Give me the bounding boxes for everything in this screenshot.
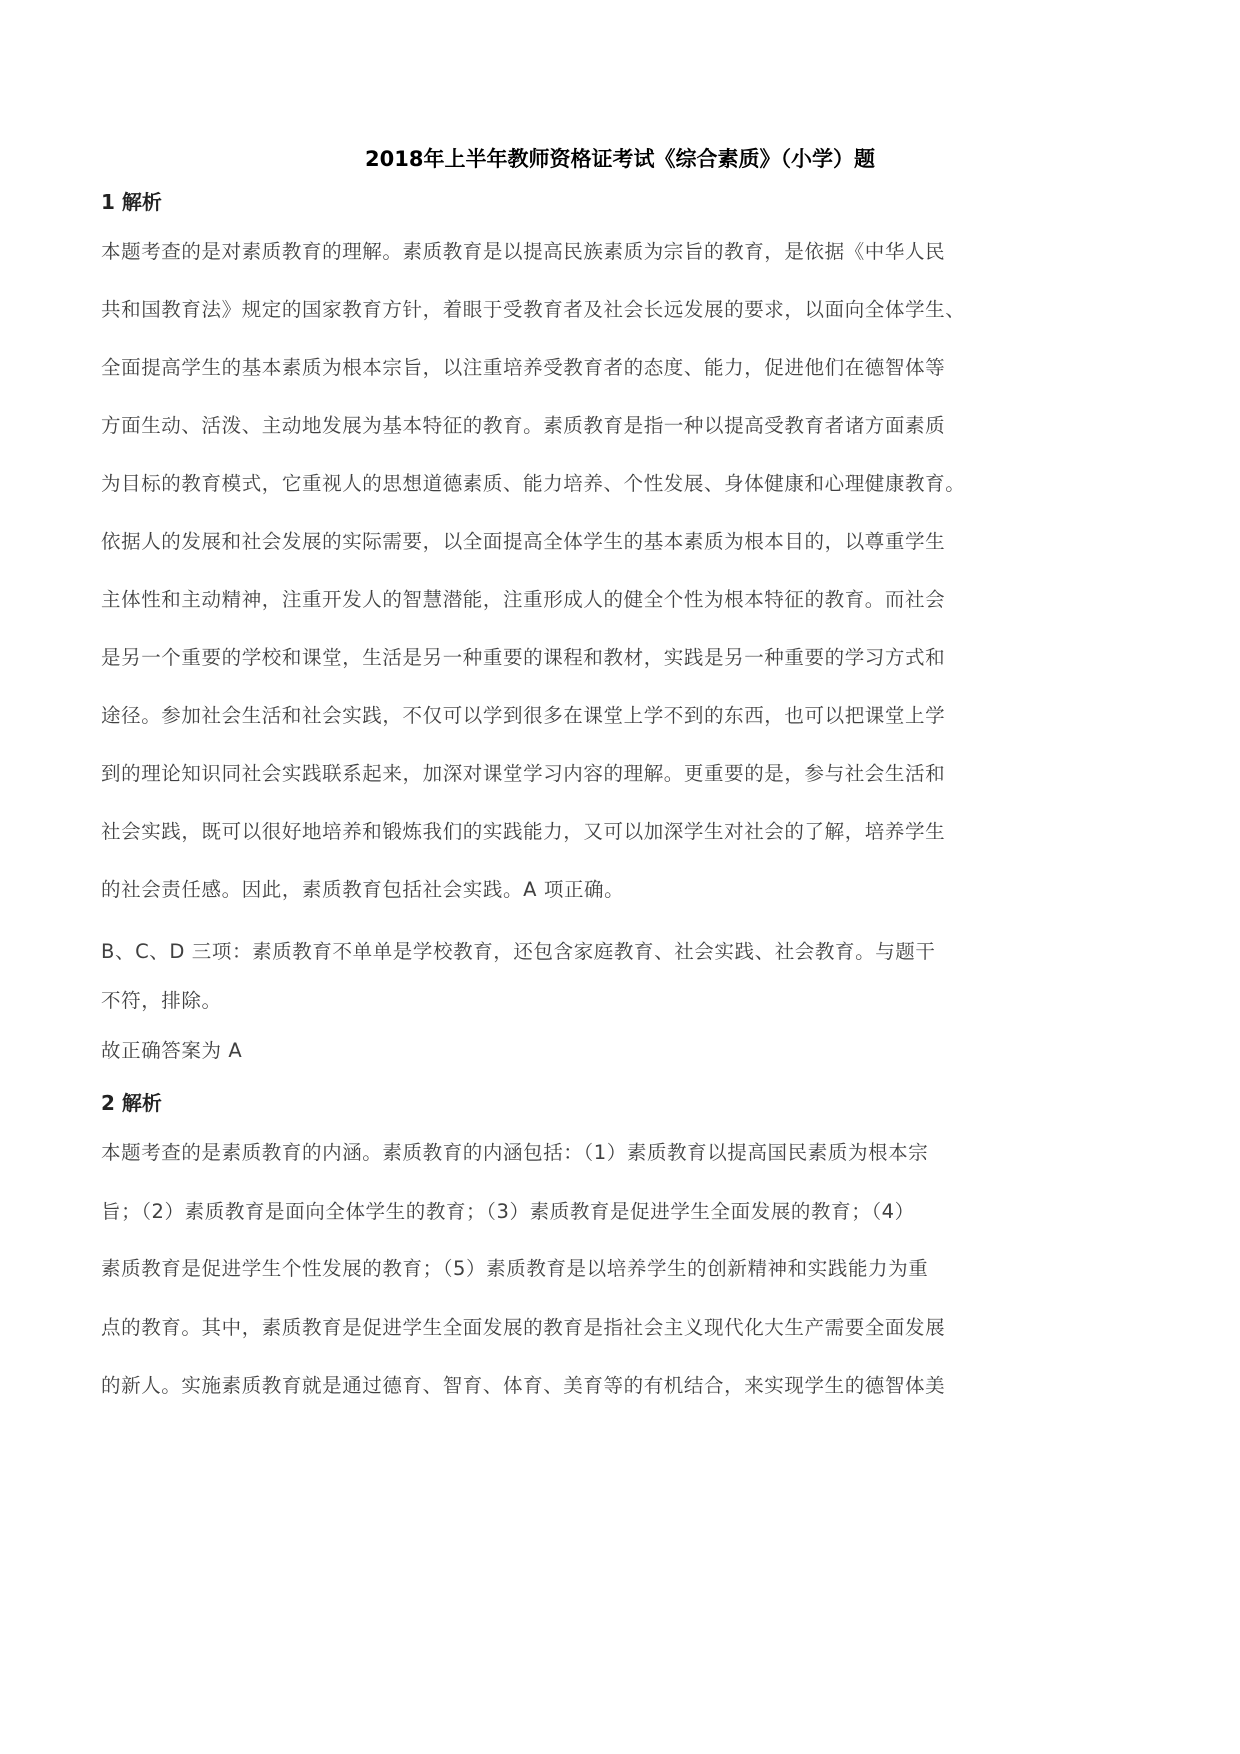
paragraph-line: 是另一个重要的学校和课堂，生活是另一种重要的课程和教材，实践是另一种重要的学习方式和 — [101, 646, 946, 669]
paragraph-line: 方面生动、活泼、主动地发展为基本特征的教育。素质教育是指一种以提高受教育者诸方面素质 — [101, 414, 946, 437]
section-2-heading: 2 解析 — [101, 1091, 162, 1115]
paragraph-line: 的新人。实施素质教育就是通过德育、智育、体育、美育等的有机结合，来实现学生的德智体美 — [101, 1374, 946, 1397]
paragraph-line: 到的理论知识同社会实践联系起来，加深对课堂学习内容的理解。更重要的是，参与社会生活和 — [101, 762, 946, 785]
section-1-heading: 1 解析 — [101, 190, 162, 214]
paragraph-line: 点的教育。其中，素质教育是促进学生全面发展的教育是指社会主义现代化大生产需要全面发展 — [101, 1316, 946, 1339]
paragraph-line: 社会实践，既可以很好地培养和锻炼我们的实践能力，又可以加深学生对社会的了解，培养学生 — [101, 820, 946, 843]
paragraph-line: 本题考查的是对素质教育的理解。素质教育是以提高民族素质为宗旨的教育，是依据《中华人民 — [101, 240, 946, 263]
paragraph-line: 全面提高学生的基本素质为根本宗旨，以注重培养受教育者的态度、能力，促进他们在德智体等 — [101, 356, 946, 379]
answer-line: 故正确答案为 A — [101, 1039, 243, 1062]
paragraph-line: 主体性和主动精神，注重开发人的智慧潜能，注重形成人的健全个性为根本特征的教育。而社会 — [101, 588, 946, 611]
paragraph-line: 旨；（2）素质教育是面向全体学生的教育；（3）素质教育是促进学生全面发展的教育；（4） — [101, 1200, 915, 1223]
paragraph-line: 共和国教育法》规定的国家教育方针，着眼于受教育者及社会长远发展的要求，以面向全体学生、 — [101, 298, 966, 321]
paragraph-line: 途径。参加社会生活和社会实践，不仅可以学到很多在课堂上学不到的东西，也可以把课堂上学 — [101, 704, 946, 727]
document-title: 2018年上半年教师资格证考试《综合素质》（小学）题 — [365, 147, 875, 171]
paragraph-line: 依据人的发展和社会发展的实际需要，以全面提高全体学生的基本素质为根本目的，以尊重学生 — [101, 530, 946, 553]
options-explanation-line: B、C、D 三项：素质教育不单单是学校教育，还包含家庭教育、社会实践、社会教育。与题干 — [101, 940, 936, 963]
paragraph-line: 的社会责任感。因此，素质教育包括社会实践。A 项正确。 — [101, 878, 625, 901]
paragraph-line: 为目标的教育模式，它重视人的思想道德素质、能力培养、个性发展、身体健康和心理健康教育。 — [101, 472, 966, 495]
paragraph-line: 素质教育是促进学生个性发展的教育；（5）素质教育是以培养学生的创新精神和实践能力为重 — [101, 1257, 929, 1280]
paragraph-line: 本题考查的是素质教育的内涵。素质教育的内涵包括：（1）素质教育以提高国民素质为根本宗 — [101, 1141, 929, 1164]
options-explanation-line: 不符，排除。 — [101, 989, 222, 1012]
